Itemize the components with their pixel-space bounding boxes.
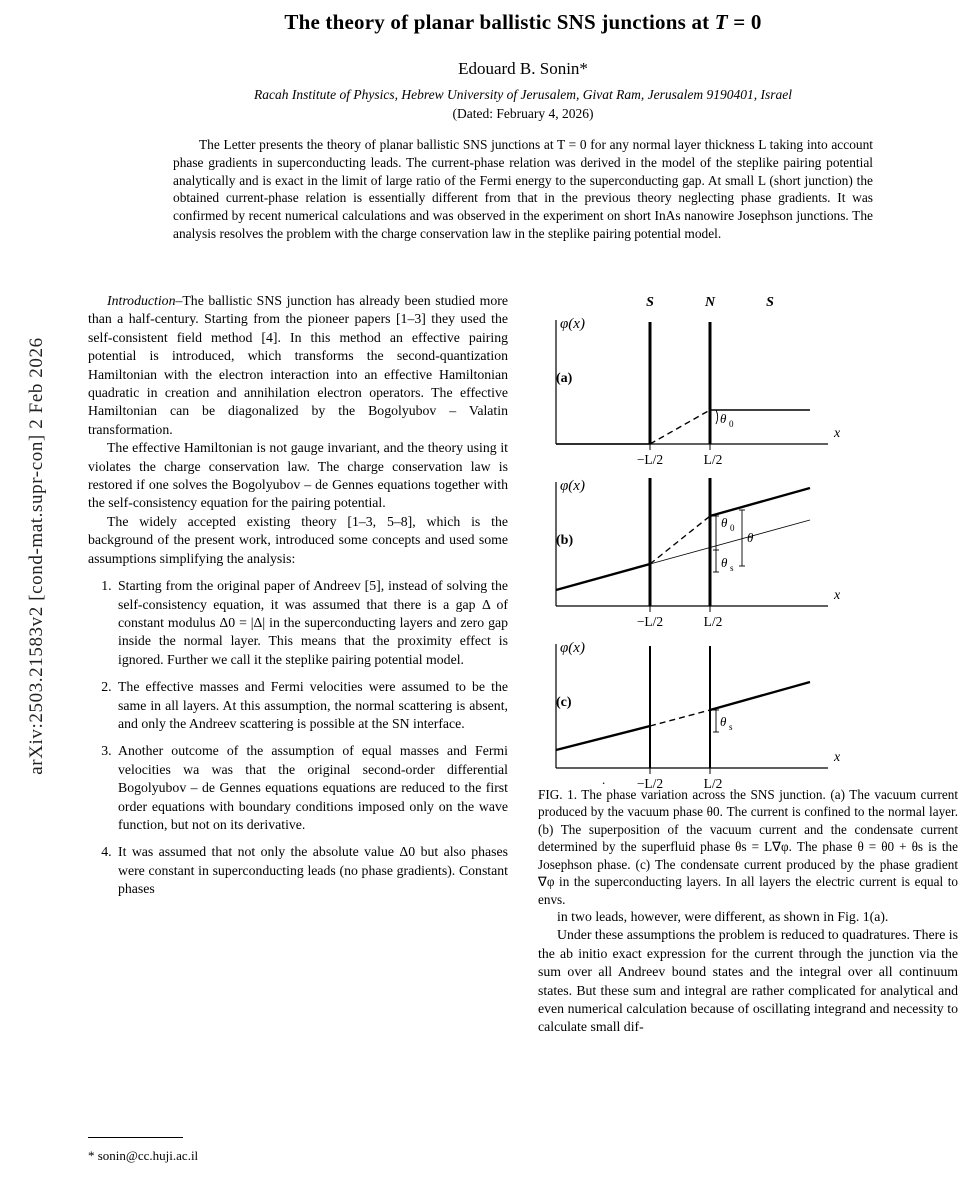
figure-1 [538, 292, 958, 791]
svg-text:x: x [834, 426, 841, 441]
list-item: 2. The effective masses and Fermi velocities were assumed to be the same in all layers. At this assumption, the normal scattering is absent, and only the Andreev scattering is possible at the SN interface. [115, 678, 508, 733]
svg-text:φ(x): φ(x) [560, 640, 585, 656]
svg-text:s: s [729, 722, 733, 732]
svg-text:(c): (c) [556, 695, 572, 710]
svg-text:(b): (b) [556, 533, 574, 548]
paragraph-continuation: in two leads, however, were different, as shown in Fig. 1(a). [557, 908, 889, 924]
footnote-divider [88, 1137, 183, 1138]
right-column [538, 292, 958, 1037]
paragraph-3: The widely accepted existing theory [1–3, 5–8], which is the background of the present work, introduced some concepts and used some assumptions simplifying the analysis: [88, 513, 508, 566]
svg-text:φ(x): φ(x) [560, 316, 585, 332]
footnote-email: * sonin@cc.huji.ac.il [88, 1148, 199, 1163]
list-item: 1. Starting from the original paper of Andreev [5], instead of solving the self-consistency equation, it was assumed that there is a gap Δ of constant modulus Δ0 = |Δ| in the superconducting layers and zero gap inside the normal layer. This means that the proximity effect is ignored. Further we call it the steplike pairing potential model. [115, 577, 508, 669]
svg-text:0: 0 [729, 419, 734, 429]
svg-text:L/2: L/2 [703, 452, 723, 467]
svg-text:−L/2: −L/2 [636, 452, 664, 467]
affiliation: Racah Institute of Physics, Hebrew University of Jerusalem, Givat Ram, Jerusalem 9190401, Israel [254, 87, 792, 102]
list-item: 4. It was assumed that not only the absolute value Δ0 but also phases were constant in superconducting leads (no phase gradients). Constant phases [115, 843, 508, 898]
left-column [88, 292, 508, 1163]
svg-text:θ: θ [747, 530, 754, 545]
svg-text:S: S [766, 295, 774, 310]
svg-text:θ: θ [721, 555, 728, 570]
svg-text:θ: θ [721, 515, 728, 530]
svg-text:L/2: L/2 [703, 614, 723, 629]
paper-content [88, 0, 958, 1200]
paragraph-final: Under these assumptions the problem is reduced to quadratures. There is the ab initio exact expression for the current through the junction via the sum over all Andreev bound states and the integral over all continuum states. But these sum and integral are rather complicated for analytical and even numerical calculation because of oscillating integrand and necessity to calculate small dif- [538, 927, 958, 1035]
figure-caption: FIG. 1. The phase variation across the SNS junction. (a) The vacuum current produced by the vacuum phase θ0. The current is confined to the normal layer. (b) The superposition of the vacuum current and the condensate current determined by the superfluid phase θs = L∇φ. The phase θ = θ0 + θs is the Josephson phase. (c) The condensate current produced by the phase gradient ∇φ in the superconducting layers. In all layers the electric current is equal to envs. [538, 787, 958, 907]
author-name: Edouard B. Sonin* [458, 59, 588, 78]
two-column-body [88, 292, 958, 1192]
svg-text:s: s [730, 563, 734, 573]
svg-text:(a): (a) [556, 371, 573, 386]
svg-text:−L/2: −L/2 [636, 614, 664, 629]
paragraph-introduction [88, 292, 508, 439]
svg-text:.: . [602, 772, 606, 787]
svg-text:θ: θ [720, 714, 727, 729]
svg-text:x: x [834, 588, 841, 603]
abstract-text: The Letter presents the theory of planar ballistic SNS junctions at T = 0 for any normal layer thickness L taking into account phase gradients in superconducting leads. The current-phase relation was derived in the model of the steplike pairing potential analytically and is exact in the limit of large ratio of the Fermi energy to the superconducting gap. At small L (short junction) the obtained current-phase relation is essentially different from that in the previous theory neglecting phase gradients. It was confirmed by recent numerical calculations and was observed in the experiment on short InAs nanowire Josephson junctions. The analysis resolves the problem with the charge conservation law in the steplike pairing potential model. [173, 137, 873, 242]
svg-text:θ: θ [720, 411, 727, 426]
date-line: (Dated: February 4, 2026) [452, 106, 594, 121]
list-item: 3. Another outcome of the assumption of equal masses and Fermi velocities wa was that the original second-order differential Bogolyubov – de Gennes equations equations are reduced to the first order equations with boundary conditions imposed only on the wave function, but not on its derivative. [115, 742, 508, 834]
svg-text:N: N [704, 295, 716, 310]
svg-text:L/2: L/2 [703, 776, 723, 791]
svg-text:0: 0 [730, 523, 735, 533]
svg-text:−L/2: −L/2 [636, 776, 664, 791]
section-lead-in: Introduction– [107, 293, 183, 308]
figure-1-graphic [538, 292, 958, 791]
svg-text:φ(x): φ(x) [560, 478, 585, 494]
paragraph-1-text: The ballistic SNS junction has already been studied more than a half-century. Starting from the pioneer papers [1–3] they used the self-consistent field method [4]. In this method an effective pairing potential is introduced, which transforms the second-quantization Hamiltonian with the electron interaction into an effective Hamiltonian quadratic in creation and annihilation electron operators. The effective Hamiltonian can be diagonalized by the Bogolyubov – Valatin transformation. [88, 293, 508, 437]
assumptions-list [88, 577, 508, 899]
svg-text:S: S [646, 295, 654, 310]
page-title: The theory of planar ballistic SNS junctions at T = 0 [284, 10, 762, 34]
paragraph-2: The effective Hamiltonian is not gauge invariant, and the theory using it violates the charge conservation law. The charge conservation law is restored if one solves the Bogolyubov – de Gennes equations together with the self-consistency equation for the pairing potential. [88, 440, 508, 511]
svg-text:x: x [834, 750, 841, 765]
arxiv-identifier-stamp: arXiv:2503.21583v2 [cond-mat.supr-con] 2 Feb 2026 [26, 337, 47, 775]
